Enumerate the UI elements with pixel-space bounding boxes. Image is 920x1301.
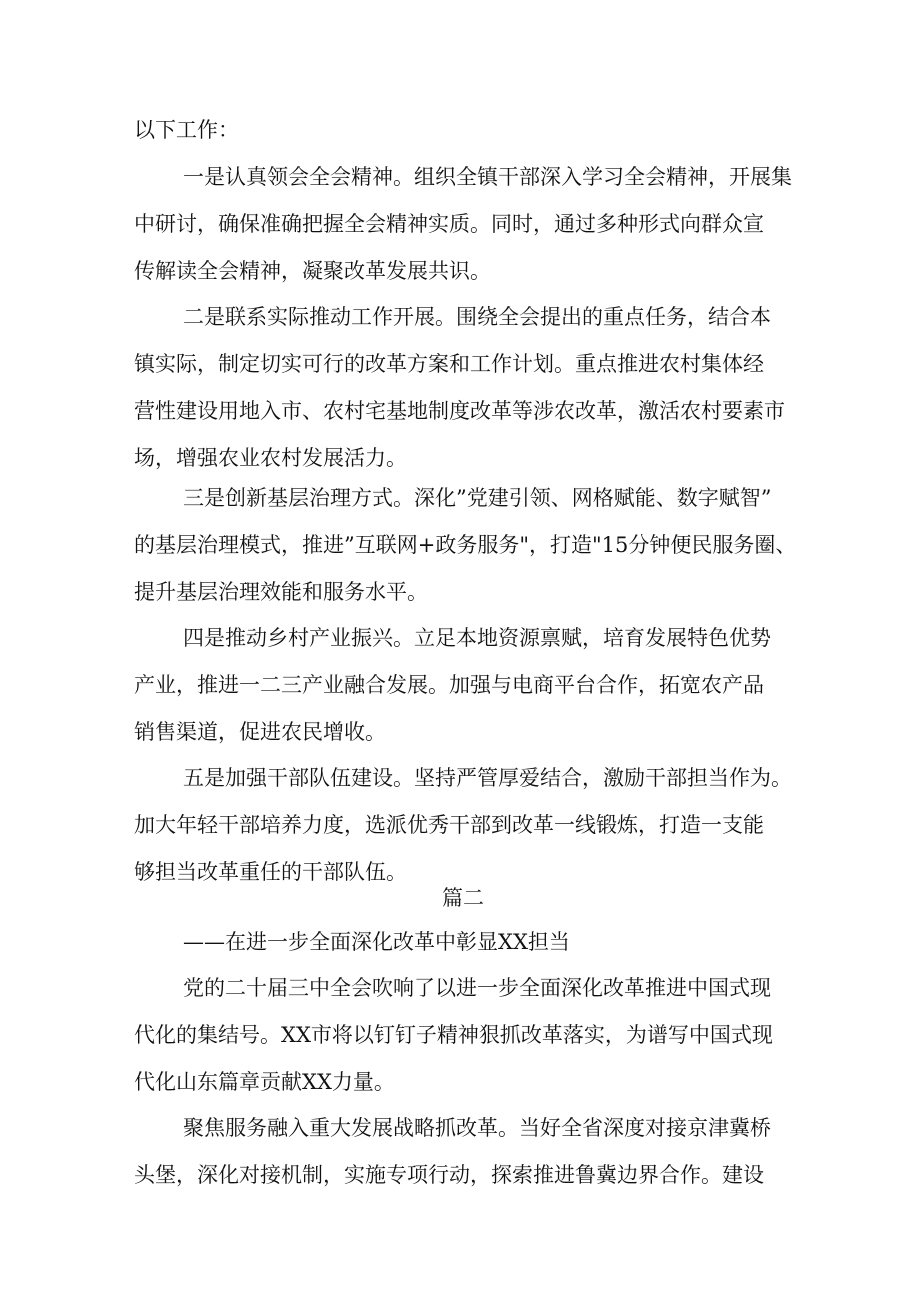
paragraph-line: 党的二十届三中全会吹响了以进一步全面深化改革推进中国式现	[183, 976, 771, 1000]
paragraph-line: 代化的集结号。XX市将以钉钉子精神狠抓改革落实，为谱写中国式现	[134, 1023, 773, 1047]
paragraph-line: 头堡，深化对接机制，实施专项行动，探索推进鲁冀边界合作。建设	[134, 1163, 764, 1187]
paragraph-line: 场，增强农业农村发展活力。	[134, 446, 407, 470]
subtitle-line: ——在进一步全面深化改革中彰显XX担当	[183, 930, 570, 954]
paragraph-line: 够担当改革重任的干部队伍。	[134, 860, 407, 884]
paragraph-line: 聚焦服务融入重大发展战略抓改革。当好全省深度对接京津冀桥	[183, 1116, 771, 1140]
paragraph-line: 二是联系实际推动工作开展。围绕全会提出的重点任务，结合本	[183, 305, 771, 329]
paragraph-line: 营性建设用地入市、农村宅基地制度改革等涉农改革，激活农村要素市	[134, 399, 785, 423]
section-heading: 篇二	[442, 886, 484, 910]
paragraph-line: 四是推动乡村产业振兴。立足本地资源禀赋，培育发展特色优势	[183, 626, 771, 650]
paragraph-line: 镇实际，制定切实可行的改革方案和工作计划。重点推进农村集体经	[134, 352, 764, 376]
paragraph-line: 五是加强干部队伍建设。坚持严管厚爱结合，激励干部担当作为。	[183, 766, 792, 790]
paragraph-line: 的基层治理模式，推进”互联网+政务服务"，打造"15分钟便民服务圈、	[134, 533, 797, 557]
paragraph-line: 中研讨，确保准确把握全会精神实质。同时，通过多种形式向群众宣	[134, 212, 764, 236]
paragraph-line: 一是认真领会全会精神。组织全镇干部深入学习全会精神，开展集	[183, 165, 792, 189]
paragraph-line: 加大年轻干部培养力度，选派优秀干部到改革一线锻炼，打造一支能	[134, 813, 764, 837]
paragraph-line: 提升基层治理效能和服务水平。	[134, 580, 428, 604]
paragraph-line: 产业，推进一二三产业融合发展。加强与电商平台合作，拓宽农产品	[134, 673, 764, 697]
intro-line: 以下工作：	[134, 118, 239, 142]
paragraph-line: 代化山东篇章贡献XX力量。	[134, 1070, 395, 1094]
paragraph-line: 三是创新基层治理方式。深化”党建引领、网格赋能、数字赋智”	[183, 486, 772, 510]
paragraph-line: 传解读全会精神，凝聚改革发展共识。	[134, 259, 491, 283]
paragraph-line: 销售渠道，促进农民增收。	[134, 720, 386, 744]
